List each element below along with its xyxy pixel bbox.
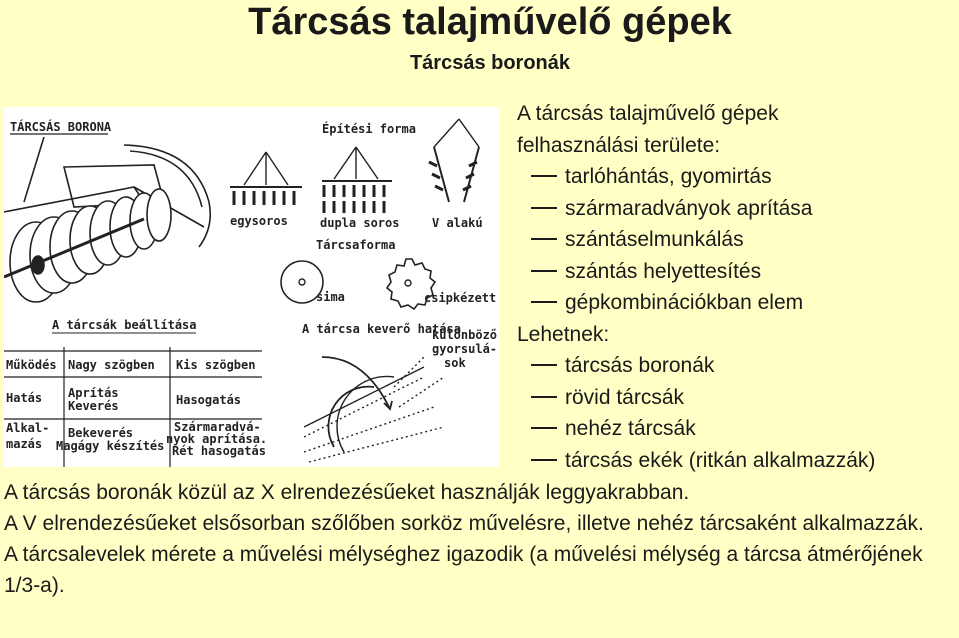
table-cell-small-angle: Kis szögben <box>176 358 256 372</box>
table-cell-effect-small: Hasogatás <box>176 393 242 407</box>
mixing-note-line-3: sok <box>444 356 466 370</box>
usage-item: szármaradványok aprítása <box>517 193 957 225</box>
type-item: tárcsás boronák <box>517 350 957 382</box>
disc-shape-plain: sima <box>316 290 345 304</box>
disc-harrow-figure <box>4 107 500 467</box>
page-subtitle: Tárcsás boronák <box>409 52 571 74</box>
table-cell-effect-large-2: Keverés <box>68 399 119 413</box>
body-text <box>4 477 956 601</box>
mixing-note-line-2: gyorsulá- <box>432 342 498 356</box>
table-cell-usage-small-3: Rét hasogatás <box>172 444 266 458</box>
usage-item: szántás helyettesítés <box>517 256 957 288</box>
usage-intro-line-2: felhasználási területe: <box>517 133 721 157</box>
build-type-single-row: egysoros <box>230 214 288 228</box>
table-cell-usage-large-2: Magágy készítés <box>56 439 165 453</box>
build-type-v-shape: V alakú <box>432 216 483 230</box>
mixing-diagram <box>304 357 444 462</box>
disc-shape-heading: Tárcsaforma <box>316 238 396 252</box>
usage-item: gépkombinációkban elem <box>517 287 957 319</box>
table-cell-usage-large-1: Bekeverés <box>68 426 134 440</box>
paragraph: A V elrendezésűeket elsősorban szőlőben sorköz művelésre, illetve nehéz tárcsaként alkalmazzák. <box>4 512 924 535</box>
build-type-double-row: dupla soros <box>320 216 400 230</box>
disc-harrow-drawing <box>4 107 500 467</box>
disc-shape-notched: csipkézett <box>424 291 497 305</box>
usage-intro-line-1: A tárcsás talajművelő gépek <box>517 102 779 125</box>
figure-heading: TÁRCSÁS BORONA <box>10 120 112 134</box>
table-cell-usage-small-2: nyok aprítása. <box>166 432 268 446</box>
table-cell-large-angle: Nagy szögben <box>68 358 155 372</box>
type-item: tárcsás ekék (ritkán alkalmazzák) <box>517 445 957 477</box>
usage-item: tarlóhántás, gyomirtás <box>517 161 957 193</box>
type-item: nehéz tárcsák <box>517 413 957 445</box>
table-row-effect: Hatás <box>6 391 43 405</box>
paragraph: A tárcsalevelek mérete a művelési mélységhez igazodik (a művelési mélység a tárcsa átmérőjének 1/3-a). <box>4 543 923 597</box>
table-cell-usage-small-1: Szármaradvá- <box>174 420 261 434</box>
table-cell-effect-large-1: Aprítás <box>68 386 119 400</box>
paragraph: A tárcsás boronák közül az X elrendezésűeket használják leggyakrabban. <box>4 481 690 504</box>
mixing-effect-heading: A tárcsa keverő hatása <box>302 322 461 336</box>
usage-item: szántáselmunkálás <box>517 224 957 256</box>
table-row-usage-2: mazás <box>6 437 43 451</box>
page-title: Tárcsás talajművelő gépek <box>248 1 732 43</box>
usage-list <box>517 98 957 476</box>
mixing-note-line-1: különböző <box>432 328 498 342</box>
table-row-usage-1: Alkal- <box>6 421 50 435</box>
harrow-machine-illustration <box>4 137 210 302</box>
type-item: rövid tárcsák <box>517 382 957 414</box>
types-label: Lehetnek: <box>517 322 610 346</box>
build-form-heading: Építési forma <box>322 122 416 136</box>
disc-setting-heading: A tárcsák beállítása <box>52 318 197 332</box>
table-row-function: Működés <box>6 358 57 372</box>
